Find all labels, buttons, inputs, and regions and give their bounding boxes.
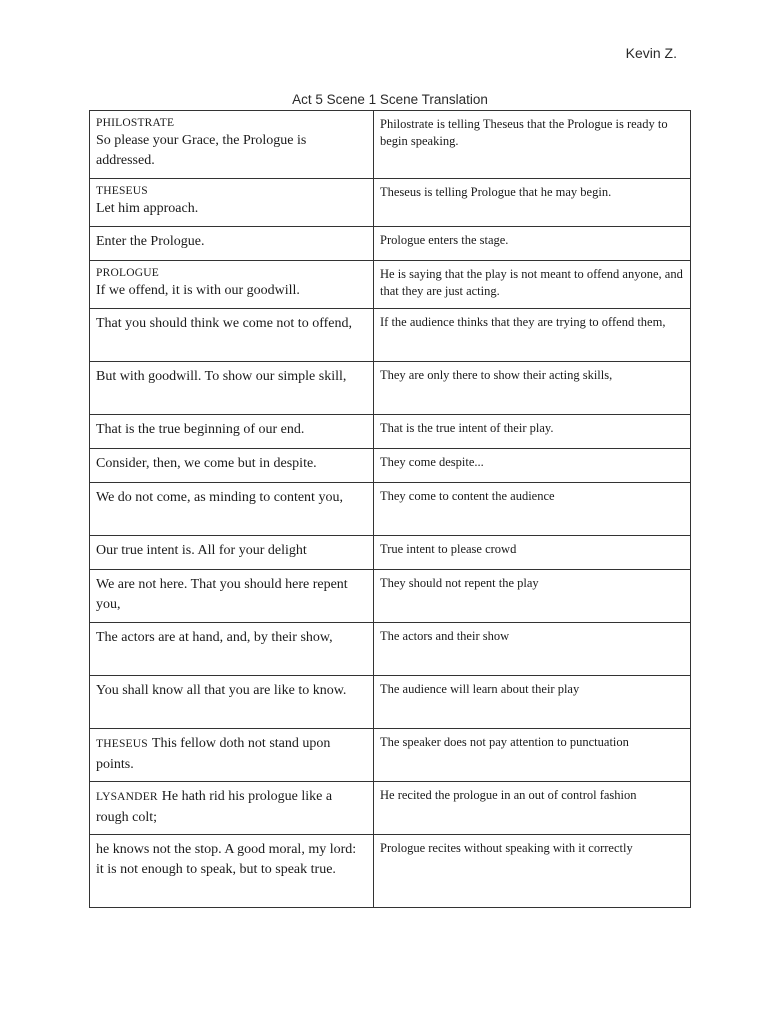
- translation-cell: [374, 536, 691, 570]
- original-line-text: We are not here. That you should here repent you,: [96, 577, 348, 612]
- original-line-cell: [90, 536, 374, 570]
- document-title: Act 5 Scene 1 Scene Translation: [292, 92, 488, 107]
- original-line-cell: [90, 111, 374, 179]
- original-line-text: The actors are at hand, and, by their show,: [96, 630, 333, 645]
- translation-cell: [374, 449, 691, 483]
- translation-text: They come despite...: [380, 455, 484, 469]
- original-line-text: If we offend, it is with our goodwill.: [96, 283, 300, 298]
- translation-text: They come to content the audience: [380, 489, 555, 503]
- translation-cell: [374, 227, 691, 261]
- translation-text: True intent to please crowd: [380, 542, 517, 556]
- translation-cell: [374, 570, 691, 623]
- original-line-cell: [90, 835, 374, 908]
- translation-cell: [374, 835, 691, 908]
- table-row: [90, 415, 691, 449]
- table-row: [90, 676, 691, 729]
- original-line-cell: [90, 570, 374, 623]
- translation-table-body: [90, 111, 691, 908]
- translation-text: If the audience thinks that they are trying to offend them,: [380, 315, 666, 329]
- translation-text: The actors and their show: [380, 629, 510, 643]
- table-row: [90, 835, 691, 908]
- original-line-cell: [90, 676, 374, 729]
- speaker-name: LYSANDER: [96, 791, 158, 803]
- original-line-cell: [90, 729, 374, 782]
- original-line-cell: [90, 179, 374, 227]
- original-line-cell: [90, 362, 374, 415]
- original-line-text: That is the true beginning of our end.: [96, 422, 305, 437]
- original-line-cell: [90, 449, 374, 483]
- original-line-cell: [90, 415, 374, 449]
- table-row: [90, 782, 691, 835]
- table-row: [90, 179, 691, 227]
- translation-text: Prologue recites without speaking with it correctly: [380, 841, 633, 855]
- translation-cell: [374, 309, 691, 362]
- table-row: [90, 536, 691, 570]
- translation-cell: [374, 623, 691, 676]
- translation-cell: [374, 111, 691, 179]
- table-row: [90, 261, 691, 309]
- translation-text: They are only there to show their acting skills,: [380, 368, 613, 382]
- translation-cell: [374, 415, 691, 449]
- original-line-text: You shall know all that you are like to know.: [96, 683, 347, 698]
- translation-cell: [374, 782, 691, 835]
- original-line-text: That you should think we come not to offend,: [96, 316, 352, 331]
- translation-text: Philostrate is telling Theseus that the Prologue is ready to begin speaking.: [380, 117, 668, 148]
- table-row: [90, 623, 691, 676]
- original-line-text: So please your Grace, the Prologue is addressed.: [96, 133, 307, 168]
- translation-cell: [374, 483, 691, 536]
- table-row: [90, 729, 691, 782]
- author-name: Kevin Z.: [625, 45, 677, 61]
- original-line-text: Consider, then, we come but in despite.: [96, 456, 317, 471]
- speaker-name: THESEUS: [96, 185, 148, 197]
- original-line-cell: [90, 309, 374, 362]
- speaker-name: PHILOSTRATE: [96, 117, 175, 129]
- original-line-text: This fellow doth not stand upon points.: [96, 736, 331, 772]
- original-line-cell: [90, 483, 374, 536]
- table-row: [90, 309, 691, 362]
- original-line-text: Our true intent is. All for your delight: [96, 543, 307, 558]
- speaker-name: PROLOGUE: [96, 267, 159, 279]
- table-row: [90, 483, 691, 536]
- original-line-text: Let him approach.: [96, 201, 199, 216]
- translation-cell: [374, 729, 691, 782]
- original-line-text: We do not come, as minding to content you,: [96, 490, 343, 505]
- translation-cell: [374, 362, 691, 415]
- translation-table: [89, 110, 691, 908]
- original-line-text: He hath rid his prologue like a rough colt;: [96, 789, 333, 825]
- speaker-name: THESEUS: [96, 738, 148, 750]
- original-line-text: he knows not the stop. A good moral, my lord: it is not enough to speak, but to speak true.: [96, 842, 357, 877]
- translation-cell: [374, 179, 691, 227]
- translation-text: He is saying that the play is not meant to offend anyone, and that they are just acting.: [380, 267, 683, 298]
- original-line-cell: [90, 623, 374, 676]
- translation-text: That is the true intent of their play.: [380, 421, 554, 435]
- table-row: [90, 111, 691, 179]
- original-line-text: Enter the Prologue.: [96, 234, 205, 249]
- table-row: [90, 570, 691, 623]
- translation-text: He recited the prologue in an out of control fashion: [380, 788, 637, 802]
- original-line-text: But with goodwill. To show our simple skill,: [96, 369, 347, 384]
- translation-text: The speaker does not pay attention to punctuation: [380, 735, 629, 749]
- translation-cell: [374, 676, 691, 729]
- original-line-cell: [90, 261, 374, 309]
- original-line-cell: [90, 227, 374, 261]
- table-row: [90, 227, 691, 261]
- translation-text: The audience will learn about their play: [380, 682, 580, 696]
- translation-text: Theseus is telling Prologue that he may begin.: [380, 185, 612, 199]
- translation-cell: [374, 261, 691, 309]
- original-line-cell: [90, 782, 374, 835]
- translation-text: Prologue enters the stage.: [380, 233, 509, 247]
- table-row: [90, 362, 691, 415]
- translation-text: They should not repent the play: [380, 576, 539, 590]
- table-row: [90, 449, 691, 483]
